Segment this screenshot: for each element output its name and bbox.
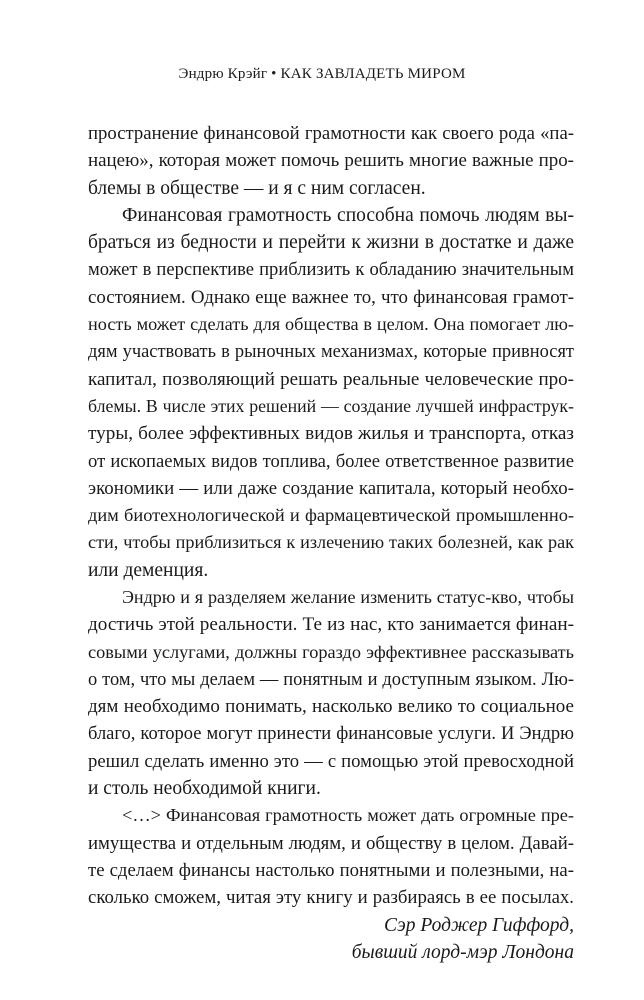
text-line: о том, что мы делаем — понятным и доступным языком. Лю- — [88, 668, 574, 689]
text-line: дям необходимо понимать, насколько велико то социальное — [88, 696, 574, 718]
text-line: сти, чтобы приблизиться к излечению таких болезней, как рак — [88, 532, 574, 553]
paragraph — [88, 202, 574, 584]
text-line: состоянием. Однако еще важнее то, что финансовая грамот- — [88, 286, 574, 308]
running-header — [0, 66, 644, 83]
paragraph — [88, 802, 574, 911]
text-line: блемы. В числе этих решений — создание лучшей инфраструк- — [88, 395, 574, 416]
text-line: от ископаемых видов топлива, более ответственное развитие — [88, 450, 574, 472]
text-line: браться из бедности и перейти к жизни в достатке и даже — [88, 232, 574, 254]
text-line: дим биотехнологической и фармацевтической промышленно- — [88, 505, 574, 526]
text-line: или деменция. — [88, 559, 209, 581]
header-book-title: КАК ЗАВЛАДЕТЬ МИРОМ — [280, 66, 466, 82]
signature-role: бывший лорд-мэр Лондона — [351, 941, 574, 963]
text-line: совыми услугами, должны гораздо эффективнее рассказывать — [88, 641, 574, 662]
text-line: дям участвовать в рыночных механизмах, которые привносят — [88, 341, 574, 362]
text-line: решил сделать именно это — с помощью этой превосходной — [88, 750, 574, 772]
text-line: может в перспективе приблизить к обладанию значительным — [88, 259, 574, 281]
body-text — [88, 120, 574, 966]
signature — [88, 912, 574, 967]
header-separator: • — [271, 66, 277, 82]
text-line: сколько сможем, читая эту книгу и разбираясь в ее посылах. — [88, 887, 574, 909]
text-line: Эндрю и я разделяем желание изменить статус-кво, чтобы — [122, 587, 574, 608]
text-line: имущества и отдельным людям, и обществу в целом. Давай- — [88, 832, 574, 854]
text-line: туры, более эффективных видов жилья и транспорта, отказ — [88, 423, 574, 445]
text-line: благо, которое могут принести финансовые услуги. И Эндрю — [88, 723, 574, 744]
header-author: Эндрю Крэйг — [178, 66, 268, 82]
text-line: пространение финансовой грамотности как своего рода «па- — [88, 123, 574, 144]
text-line: блемы в обществе — и я с ним согласен. — [88, 177, 426, 199]
text-line: Финансовая грамотность способна помочь людям вы- — [122, 204, 574, 226]
text-line: и столь необходимой книги. — [88, 778, 321, 800]
text-line: <…> Финансовая грамотность может дать огромные пре- — [122, 805, 574, 826]
paragraph — [88, 120, 574, 202]
signature-name: Сэр Роджер Гиффорд, — [384, 914, 574, 936]
text-line: капитал, позволяющий решать реальные человеческие про- — [88, 368, 574, 390]
text-line: нацею», которая может помочь решить многие важные про- — [88, 150, 574, 172]
paragraph — [88, 584, 574, 802]
text-line: экономики — или даже создание капитала, который необхо- — [88, 477, 574, 499]
text-line: ность может сделать для общества в целом. Она помогает лю- — [88, 314, 574, 335]
text-line: достичь этой реальности. Те из нас, кто занимается финан- — [88, 614, 574, 636]
text-line: те сделаем финансы настолько понятными и полезными, на- — [88, 860, 574, 882]
